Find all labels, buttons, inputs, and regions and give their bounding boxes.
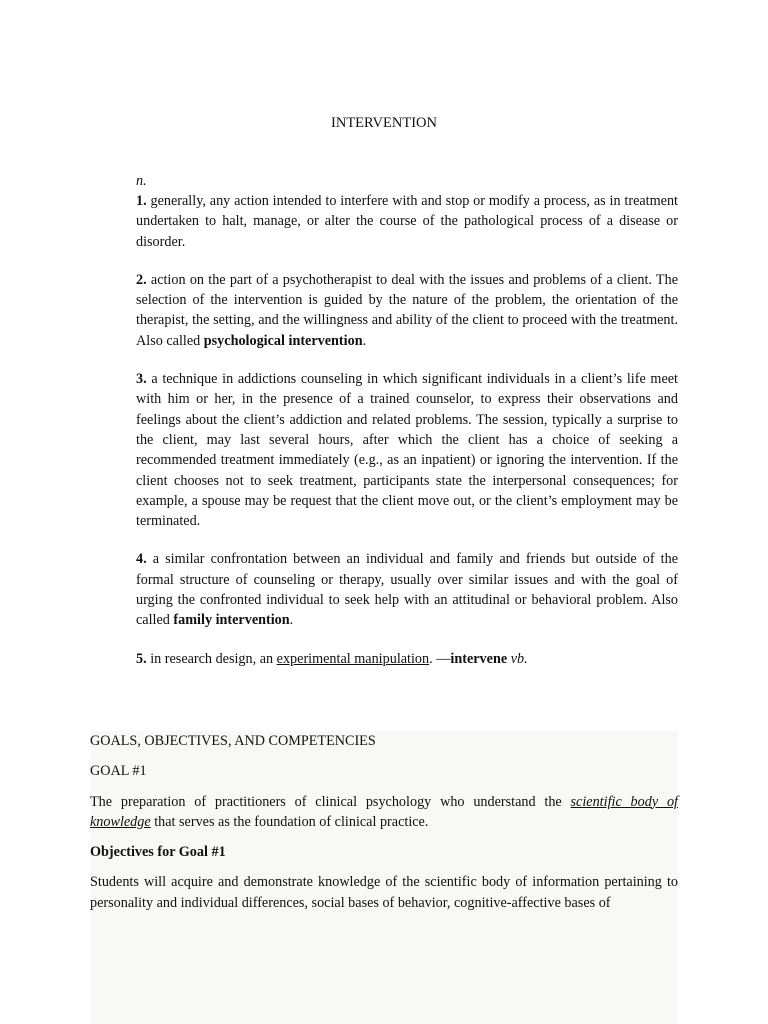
sense-number: 5. (136, 650, 147, 667)
sense-number: 3. (136, 371, 147, 388)
sense-text: action on the part of a psychotherapist to deal with the issues and problems of a client. The selection of the intervention is guided by the nature of the problem, the orientation of the therapist, the setting, and the willingness and ability of the client to proceed with the treatment. Also called (136, 271, 678, 349)
goals-heading: GOALS, OBJECTIVES, AND COMPETENCIES (90, 733, 376, 749)
goal-label: GOAL #1 (90, 763, 147, 780)
derived-term: intervene (450, 650, 508, 667)
sense-number: 2. (136, 271, 147, 288)
sense-text: in research design, an (146, 650, 277, 667)
goal-text-before: The preparation of practitioners of clinical psychology who understand the (90, 793, 571, 810)
sense-punct: . (289, 612, 294, 629)
goal-text-after: that serves as the foundation of clinical practice. (150, 813, 429, 830)
sense-5 (136, 649, 678, 669)
sense-punct: . — (429, 650, 451, 667)
objectives-text: Students will acquire and demonstrate knowledge of the scientific body of information pertaining to personality and individual differences, social bases of behavior, cognitive-affective bases of (90, 874, 678, 911)
objectives-heading: Objectives for Goal #1 (90, 844, 226, 861)
sense-term: family intervention (173, 612, 290, 629)
goals-section (90, 731, 678, 1024)
sense-1 (136, 191, 678, 252)
sense-3 (136, 369, 678, 531)
sense-term: psychological intervention (203, 332, 363, 349)
sense-2 (136, 270, 678, 351)
sense-number: 4. (136, 551, 147, 568)
sense-text: a technique in addictions counseling in which significant individuals in a client’s life meet with him or her, in the presence of a trained counselor, to express their observations and feelings about the client’s addiction and related problems. The session, typically a surprise to the client, may last several hours, after which the client has a choice of seeking a recommended treatment immediately (e.g., as an inpatient) or ignoring the intervention. If the client chooses not to seek treatment, participants state the interpersonal consequences; for example, a spouse may be request that the client move out, or the client’s employment may be terminated. (136, 371, 678, 530)
page-title: INTERVENTION (331, 115, 437, 131)
derived-pos: vb. (510, 650, 528, 667)
part-of-speech: n. (136, 173, 147, 189)
goal-text (90, 792, 678, 833)
sense-punct: . (362, 332, 367, 349)
sense-number: 1. (136, 193, 147, 209)
cross-reference-link[interactable]: experimental manipulation (276, 650, 430, 667)
sense-text: a similar confrontation between an individual and family and friends but outside of the formal structure of counseling or therapy, usually over similar issues and with the goal of urging the confronted individual to seek help with an attitudinal or behavioral problem. Also called (136, 551, 678, 629)
sense-text: generally, any action intended to interfere with and stop or modify a process, as in treatment undertaken to halt, manage, or alter the course of the pathological process of a disease or disorder. (136, 193, 678, 250)
goal-link[interactable]: scientific body of knowledge (90, 793, 678, 830)
definition-list (136, 171, 678, 687)
sense-4 (136, 549, 678, 630)
